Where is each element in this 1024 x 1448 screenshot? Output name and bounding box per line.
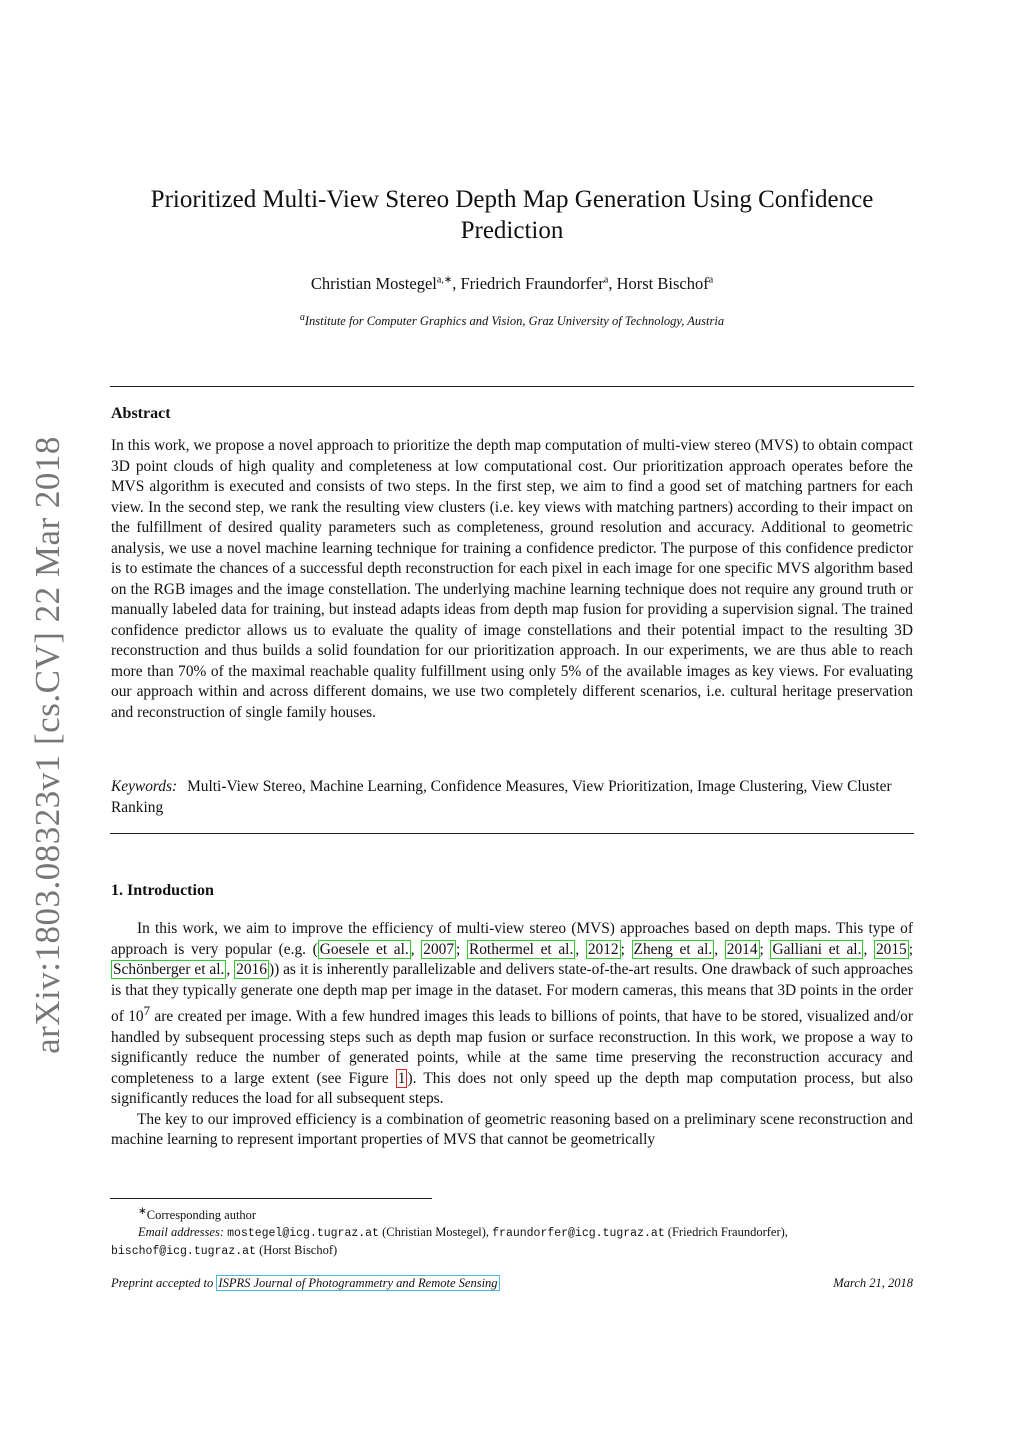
figure-reference-link[interactable]: 1 [397, 1069, 406, 1087]
keywords-text: Multi-View Stereo, Machine Learning, Confidence Measures, View Prioritization, Image Clustering, View Cluster Ranking [111, 778, 892, 816]
email-label: Email addresses: [138, 1225, 224, 1240]
author-sup: a,∗ [436, 274, 453, 286]
citation-link[interactable] [632, 940, 715, 959]
intro-text: In this work, we aim to improve the efficiency of multi-view stereo (MVS) approaches based on depth maps. This type of approach is very popular (e.g. ( [111, 920, 913, 958]
email-link[interactable]: fraundorfer@icg.tugraz.at [492, 1227, 665, 1241]
footnote-emails [111, 1224, 913, 1242]
citation-link[interactable] [874, 940, 909, 959]
cite-year: 2012 [587, 940, 619, 958]
author-name: Christian Mostegel [310, 274, 437, 293]
cite-author: Goesele et al. [319, 940, 409, 958]
keywords-label: Keywords: [111, 778, 178, 795]
preprint-date: March 21, 2018 [833, 1276, 913, 1290]
journal-link[interactable]: ISPRS Journal of Photogrammetry and Remote Sensing [218, 1276, 498, 1290]
footnote-emails-cont [111, 1242, 913, 1260]
footnote-text: Corresponding author [146, 1208, 257, 1223]
abstract-top-rule [110, 386, 914, 387]
citation-link[interactable] [770, 940, 863, 959]
title-line-2: Prediction [460, 217, 564, 244]
author-sup: a [603, 274, 609, 286]
cite-author: Schönberger et al. [113, 961, 225, 978]
citation-link[interactable] [111, 960, 226, 979]
citation-link[interactable] [318, 940, 411, 959]
exponent: 7 [143, 1004, 151, 1018]
cite-author: Zheng et al. [633, 940, 713, 958]
introduction-body [111, 919, 913, 1151]
email-owner: (Christian Mostegel), [382, 1225, 490, 1240]
abstract-heading: Abstract [111, 405, 171, 422]
cite-year: 2007 [423, 940, 455, 958]
affiliation-text: Institute for Computer Graphics and Vision, Graz University of Technology, Austria [304, 314, 725, 329]
email-link[interactable]: mostegel@icg.tugraz.at [227, 1227, 379, 1241]
section-heading-introduction: 1. Introduction [111, 882, 214, 899]
preprint-prefix: Preprint accepted to [111, 1276, 214, 1290]
cite-year: 2014 [726, 940, 758, 958]
citation-link[interactable] [725, 940, 760, 959]
affiliation [110, 312, 914, 329]
cite-author: Galliani et al. [772, 940, 862, 958]
author-name: Horst Bischof [616, 274, 709, 293]
footnote-mark: ∗ [138, 1206, 147, 1217]
citation-link[interactable] [467, 940, 575, 959]
footnote-rule [110, 1198, 432, 1199]
email-link[interactable]: bischof@icg.tugraz.at [111, 1245, 256, 1259]
intro-text: are created per image. With a few hundred images this leads to billions of points, that have to be stored, visualized and/or handled by subsequent processing steps such as depth map fusion or surface reconstruction. In this work, we propose a way to significantly reduce the number of generated points, while at the same time preserving the reconstruction accuracy and completeness to a large extent (see Figure [111, 1008, 913, 1087]
intro-text: )) as it is inherently parallelizable and delivers state-of-the-art results. One drawback of such approaches is that they typically generate one depth map per image in the dataset. For modern cameras, this means that 3D points in the order of 10 [111, 961, 913, 1026]
author-sup: a [708, 274, 714, 286]
title-line-1: Prioritized Multi-View Stereo Depth Map Generation Using Confidence [150, 186, 874, 213]
cite-author: Rothermel et al. [468, 940, 574, 958]
cite-year: 2016 [236, 961, 267, 978]
author-name: Friedrich Fraundorfer [460, 274, 604, 293]
intro-paragraph-1: In this work, we aim to improve the efficiency of multi-view stereo (MVS) approaches based on depth maps. This type of approach is very popular (e.g. ( Goesele et al. , 2007 ; Rothermel et al. , 2012 ; Zheng et al. , 2014 ; Galliani et al. , 2015 ; Schönberger et al. , 2016 )) as it is inherently parallelizable and delivers state-of-the-art results. One drawback of such approaches is that they typically generate one depth map per image in the dataset. For modern cameras, this means that 3D points in the order of $10^7$ are created per image. With a few hundred images this leads to billions of points, that have to be stored, visualized and/or handled by subsequent processing steps such as depth map fusion or surface reconstruction. In this work, we propose a way to significantly reduce the number of generated points, while at the same time preserving the reconstruction accuracy and completeness to a large extent (see Figure 1 ). This does not only speed up the depth map computation process, but also significantly reduces the load for all subsequent steps. [111, 920, 914, 1108]
footnotes [111, 1203, 913, 1260]
cite-year: 2015 [875, 940, 907, 958]
email-owner: (Horst Bischof) [259, 1243, 338, 1258]
arxiv-sidebar-stamp [24, 436, 72, 1054]
citation-link[interactable] [586, 940, 621, 959]
affiliation-sup: a [299, 312, 305, 323]
abstract-bottom-rule [110, 833, 914, 834]
citation-link[interactable] [234, 960, 269, 979]
citation-link[interactable] [421, 940, 456, 959]
intro-text: ). This does not only speed up the depth map computation process, but also significantly reduces the load for all subsequent steps. [111, 1069, 913, 1108]
intro-paragraph-2: The key to our improved efficiency is a combination of geometric reasoning based on a preliminary scene reconstruction and machine learning to represent important properties of MVS that cannot be geometrically [111, 1110, 913, 1149]
author-list: Christian Mostegel$^{a,∗}$, Friedrich Fraundorfer$^a$, Horst Bischof$^a$ [310, 274, 714, 293]
footnote-corresponding [111, 1203, 913, 1224]
arxiv-id: arXiv:1803.08323v1 [cs.CV] 22 Mar 2018 [28, 436, 67, 1054]
page-footer [111, 1276, 913, 1291]
email-owner: (Friedrich Fraundorfer), [667, 1225, 788, 1240]
preprint-note [111, 1276, 500, 1291]
abstract-text: In this work, we propose a novel approach to prioritize the depth map computation of multi-view stereo (MVS) to obtain compact 3D point clouds of high quality and completeness at low computational cost. Our prioritization approach operates before the MVS algorithm is executed and consists of two steps. In the first step, we aim to find a good set of matching partners for each view. In the second step, we rank the resulting view clusters (i.e. key views with matching partners) according to their impact on the fulfillment of desired quality parameters such as completeness, ground resolution and accuracy. Additional to geometric analysis, we use a novel machine learning technique for training a confidence predictor. The purpose of this confidence predictor is to estimate the chances of a successful depth reconstruction for each pixel in each image for one specific MVS algorithm based on the RGB images and the image constellation. The underlying machine learning technique does not require any ground truth or manually labeled data for training, but instead adapts ideas from depth map fusion for providing a supervision signal. The trained confidence predictor allows us to evaluate the quality of image constellations and their potential impact to the resulting 3D reconstruction and thus builds a solid foundation for our prioritization approach. In our experiments, we are thus able to reach more than 70% of the maximal reachable quality fulfillment using only 5% of the available images as key views. For evaluating our approach within and across different domains, we use two completely different scenarios, i.e. cultural heritage preservation and reconstruction of single family houses. [111, 437, 913, 721]
keywords [111, 777, 913, 818]
paper-title [110, 184, 914, 246]
